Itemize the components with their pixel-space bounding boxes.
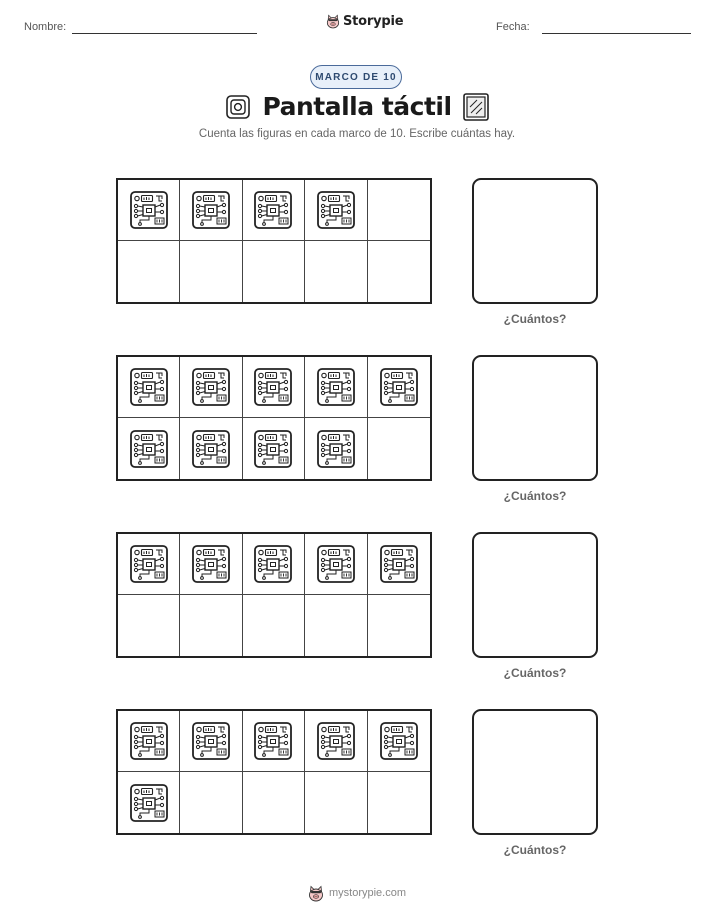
frame-cell <box>368 418 430 479</box>
frame-cell <box>180 418 242 479</box>
circuit-chip-icon <box>253 429 293 469</box>
circuit-chip-icon <box>316 367 356 407</box>
frame-cell <box>305 534 367 595</box>
frame-cell <box>368 241 430 302</box>
frame-cell <box>243 534 305 595</box>
tablet-screen-icon <box>463 93 489 121</box>
name-line[interactable] <box>72 33 257 34</box>
frame-cell <box>243 418 305 479</box>
frame-cell <box>118 595 180 656</box>
answer-box[interactable] <box>472 532 598 658</box>
count-question: ¿Cuántos? <box>503 843 567 857</box>
circuit-chip-icon <box>129 783 169 823</box>
date-line[interactable] <box>542 33 691 34</box>
brand-name: Storypie <box>343 13 404 29</box>
count-question: ¿Cuántos? <box>503 312 567 326</box>
frame-cell <box>305 241 367 302</box>
frame-cell <box>305 357 367 418</box>
name-label: Nombre: <box>24 21 67 33</box>
frame-cell <box>368 595 430 656</box>
frame-cell <box>118 180 180 241</box>
circuit-chip-icon <box>379 544 419 584</box>
circuit-chip-icon <box>379 367 419 407</box>
brand <box>326 13 403 29</box>
ten-frame <box>116 532 432 658</box>
frame-cell <box>180 241 242 302</box>
frame-cell <box>118 418 180 479</box>
circuit-chip-icon <box>191 429 231 469</box>
circuit-chip-icon <box>253 190 293 230</box>
ten-frame <box>116 355 432 481</box>
ten-frame <box>116 178 432 304</box>
frame-cell <box>180 357 242 418</box>
count-question: ¿Cuántos? <box>503 489 567 503</box>
frame-cell <box>368 180 430 241</box>
circuit-chip-icon <box>191 544 231 584</box>
frame-cell <box>243 180 305 241</box>
frame-cell <box>305 180 367 241</box>
frame-cell <box>243 772 305 833</box>
circuit-chip-icon <box>316 544 356 584</box>
instructions: Cuenta las figuras en cada marco de 10. Escribe cuántas hay. <box>198 128 516 140</box>
frame-cell <box>305 595 367 656</box>
pig-mascot-icon <box>308 884 324 902</box>
circuit-chip-icon <box>129 190 169 230</box>
frame-cell <box>305 772 367 833</box>
circuit-chip-icon <box>316 429 356 469</box>
circuit-chip-icon <box>129 544 169 584</box>
frame-cell <box>180 180 242 241</box>
frame-cell <box>368 534 430 595</box>
circuit-chip-icon <box>191 367 231 407</box>
frame-cell <box>243 357 305 418</box>
circuit-chip-icon <box>253 721 293 761</box>
circuit-chip-icon <box>191 721 231 761</box>
frame-cell <box>305 418 367 479</box>
frame-cell <box>118 534 180 595</box>
page-header <box>0 0 714 50</box>
date-label: Fecha: <box>496 21 530 33</box>
frame-cell <box>180 534 242 595</box>
circuit-chip-icon <box>129 721 169 761</box>
circuit-chip-icon <box>379 721 419 761</box>
circuit-chip-icon <box>191 190 231 230</box>
frame-cell <box>180 772 242 833</box>
circuit-chip-icon <box>316 721 356 761</box>
ten-frame <box>116 709 432 835</box>
frame-cell <box>368 711 430 772</box>
count-question: ¿Cuántos? <box>503 666 567 680</box>
frame-cell <box>180 711 242 772</box>
answer-box[interactable] <box>472 178 598 304</box>
frame-cell <box>118 711 180 772</box>
circuit-chip-icon <box>253 544 293 584</box>
title-row <box>0 92 714 124</box>
circuit-chip-icon <box>129 367 169 407</box>
frame-cell <box>243 595 305 656</box>
frame-cell <box>243 711 305 772</box>
circuit-chip-icon <box>253 367 293 407</box>
frame-cell <box>305 711 367 772</box>
answer-box[interactable] <box>472 355 598 481</box>
pig-mascot-icon <box>326 13 340 29</box>
frame-cell <box>118 772 180 833</box>
frame-cell <box>118 241 180 302</box>
circuit-chip-icon <box>129 429 169 469</box>
frame-cell <box>368 772 430 833</box>
page-title: Pantalla táctil <box>262 92 452 121</box>
circuit-chip-icon <box>316 190 356 230</box>
frame-cell <box>368 357 430 418</box>
worksheet-badge: MARCO DE 10 <box>310 65 402 89</box>
frame-cell <box>118 357 180 418</box>
page-footer <box>0 884 714 902</box>
frame-cell <box>243 241 305 302</box>
frame-cell <box>180 595 242 656</box>
answer-box[interactable] <box>472 709 598 835</box>
footer-url: mystorypie.com <box>328 887 407 899</box>
